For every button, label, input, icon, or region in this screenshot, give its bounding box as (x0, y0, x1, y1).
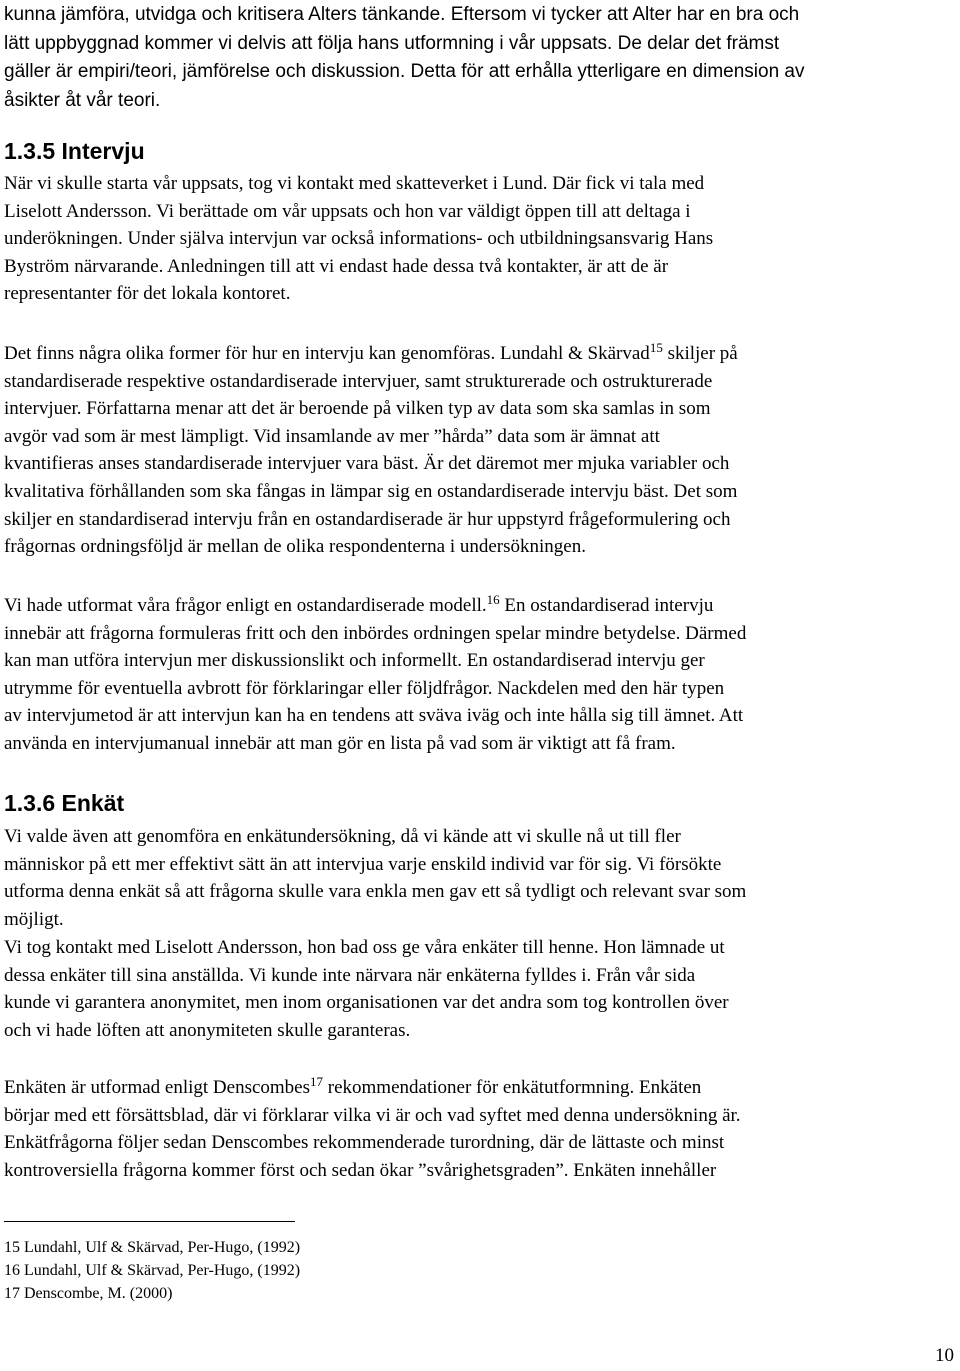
footnote-ref-15: 15 (649, 340, 663, 355)
intro-paragraph: kunna jämföra, utvidga och kritisera Alters tänkande. Eftersom vi tycker att Alter har en bra och lätt uppbyggnad kommer vi delvis att följa hans utformning i vår uppsats. De delar det främst gäller är empiri/teori, jämförelse och diskussion. Detta för att erhålla ytterligare en dimension av åsikter åt vår teori. (4, 4, 805, 111)
footnote-16: 16 Lundahl, Ulf & Skärvad, Per-Hugo, (1992) (4, 1262, 301, 1279)
enkat-paragraph-3-rest: rekommendationer för enkätutformning. Enkäten börjar med ett försättsblad, där vi förklarar vilka vi är och vad syftet med denna undersökning är. Enkätfrågorna följer sedan Denscombes rekommenderade turordning, där de lättaste och minst kontroversiella frågorna kommer först och sedan ökar ”svårighetsgraden”. Enkäten innehåller (4, 1077, 741, 1181)
intervju-paragraph-3-rest: En ostandardiserad intervju innebär att frågorna formuleras fritt och den inbördes ordningen spelar mindre betydelse. Därmed kan man utföra intervjun mer diskussionslikt och informellt. En ostandardiserad intervju ger utrymme för eventuella avbrott för förklaringar eller följdfrågor. Nackdelen med den här typen av intervjumetod är att intervjun kan ha en tendens att sväva iväg och inte hålla sig till ämnet. Att använda en intervjumanual innebär att man gör en lista på vad som är viktigt att få fram. (4, 595, 747, 754)
footnote-ref-16: 16 (486, 592, 500, 607)
footnotes (4, 1236, 604, 1305)
intervju-paragraph-2 (4, 340, 738, 561)
enkat-paragraph-1: Vi valde även att genomföra en enkätundersökning, då vi kände att vi skulle nå ut till fler människor på ett mer effektivt sätt än att intervjua varje enskild individ var för sig. Vi försökte utforma denna enkät så att frågorna skulle vara enkla men gav ett så tydligt och relevant svar som möjligt. (4, 826, 747, 930)
footnote-separator (4, 1221, 295, 1222)
intervju-paragraph-3-start: Vi hade utformat våra frågor enligt en ostandardiserade modell. (4, 595, 487, 616)
enkat-paragraph-3-start: Enkäten är utformad enligt Denscombes (4, 1077, 311, 1098)
page-number: 10 (935, 1345, 954, 1366)
section-heading-enkat: 1.3.6 Enkät (4, 790, 125, 816)
intervju-paragraph-2-rest: skiljer på standardiserade respektive ostandardiserade intervjuer, samt strukturerade och ostrukturerade intervjuer. Författarna menar att det är beroende på vilken typ av data som ska samlas in som avgör vad som är mest lämpligt. Vid insamlande av mer ”hårda” data som är ämnat att kvantifieras anses standardiserade intervjuer vara bäst. Är det däremot mer mjuka variabler och kvalitativa förhållanden som ska fångas in lämpar sig en ostandardiserade intervju bäst. Det som skiljer en standardiserad intervju från en ostandardiserade är hur uppstyrd frågeformulering och frågornas ordningsföljd är mellan de olika respondenterna i undersökningen. (4, 343, 738, 558)
intervju-paragraph-3 (4, 592, 746, 758)
enkat-paragraph-2: Vi tog kontakt med Liselott Andersson, hon bad oss ge våra enkäter till henne. Hon lämnade ut dessa enkäter till sina anställda. Vi kunde inte närvara när enkäterna fylldes i. Från vår sida kunde vi garantera anonymitet, men inom organisationen var det andra som tog kontrollen över och vi hade löften att anonymiteten skulle garanteras. (4, 937, 729, 1041)
footnote-ref-17: 17 (310, 1074, 324, 1089)
section-heading-intervju: 1.3.5 Intervju (4, 138, 145, 164)
footnote-17: 17 Denscombe, M. (2000) (4, 1285, 173, 1302)
intervju-paragraph-1: När vi skulle starta vår uppsats, tog vi kontakt med skatteverket i Lund. Där fick vi tala med Liselott Andersson. Vi berättade om vår uppsats och hon var väldigt öppen till att deltaga i underökningen. Under själva intervjun var också informations- och utbildningsansvarig Hans Byström närvarande. Anledningen till att vi endast hade dessa två kontakter, är att de är representanter för det lokala kontoret. (4, 173, 714, 305)
footnote-15: 15 Lundahl, Ulf & Skärvad, Per-Hugo, (1992) (4, 1239, 301, 1256)
enkat-paragraph-3 (4, 1074, 741, 1184)
intervju-paragraph-2-start: Det finns några olika former för hur en intervju kan genomföras. Lundahl & Skärvad (4, 343, 650, 364)
